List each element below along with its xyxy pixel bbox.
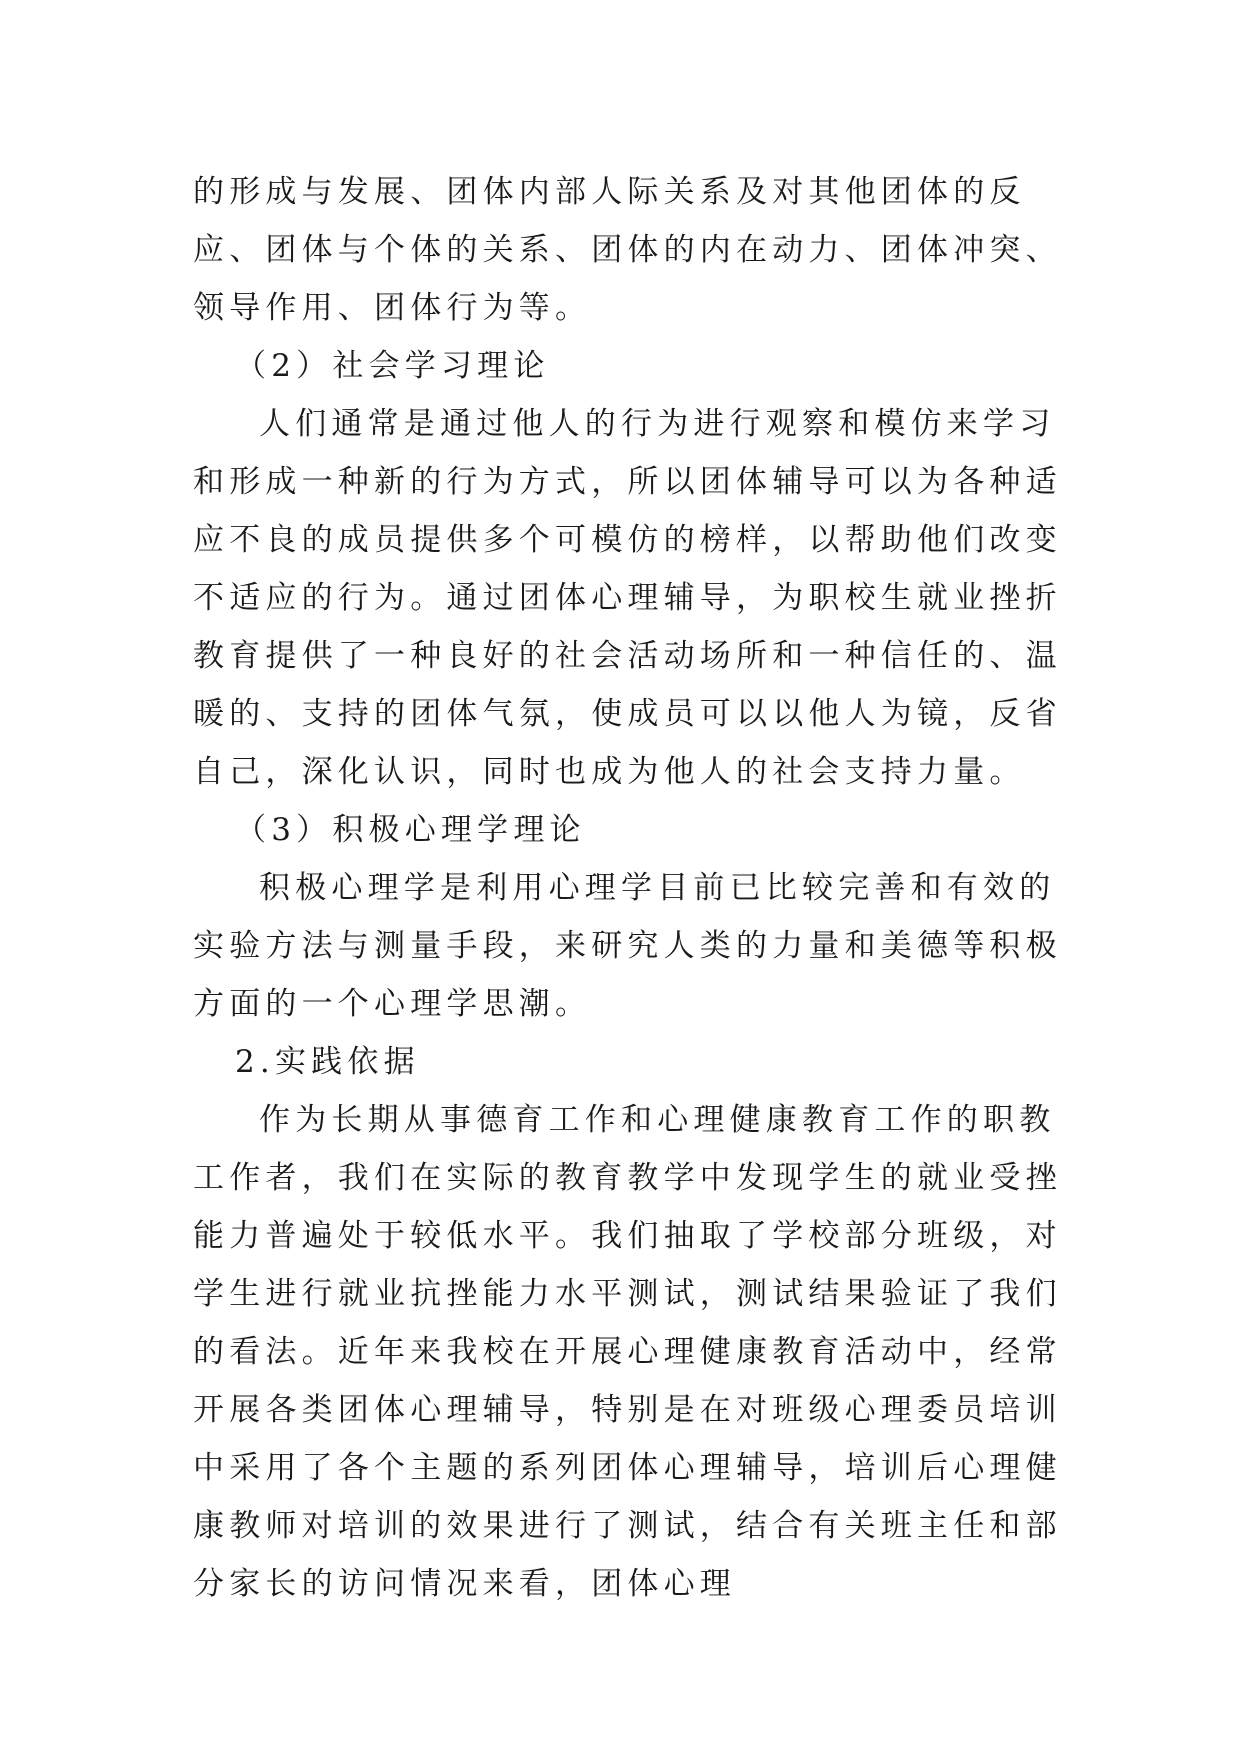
paragraph-practical-basis: 作为长期从事德育工作和心理健康教育工作的职教工作者，我们在实际的教育教学中发现学生的就业受挫能力普遍处于较低水平。我们抽取了学校部分班级，对学生进行就业抗挫能力水平测试，测试结果验证了我们的看法。近年来我校在开展心理健康教育活动中，经常开展各类团体心理辅导，特别是在对班级心理委员培训中采用了各个主题的系列团体心理辅导，培训后心理健康教师对培训的效果进行了测试，结合有关班主任和部分家长的访问情况来看，团体心理 (193, 1102, 1062, 1602)
paragraph-social-learning: 人们通常是通过他人的行为进行观察和模仿来学习和形成一种新的行为方式，所以团体辅导可以为各种适应不良的成员提供多个可模仿的榜样，以帮助他们改变不适应的行为。通过团体心理辅导，为职校生就业挫折教育提供了一种良好的社会活动场所和一种信任的、温暖的、支持的团体气氛，使成员可以以他人为镜，反省自己，深化认识，同时也成为他人的社会支持力量。 (193, 406, 1062, 790)
heading-positive-psychology-theory: （3）积极心理学理论 (235, 812, 586, 848)
paragraph-continuation: 的形成与发展、团体内部人际关系及对其他团体的反应、团体与个体的关系、团体的内在动力、团体冲突、领导作用、团体行为等。 (193, 174, 1062, 326)
document-body (193, 163, 1073, 1613)
paragraph-positive-psychology: 积极心理学是利用心理学目前已比较完善和有效的实验方法与测量手段，来研究人类的力量和美德等积极方面的一个心理学思潮。 (193, 870, 1062, 1022)
heading-practical-basis: 2.实践依据 (235, 1044, 420, 1080)
heading-social-learning-theory: （2）社会学习理论 (235, 348, 550, 384)
